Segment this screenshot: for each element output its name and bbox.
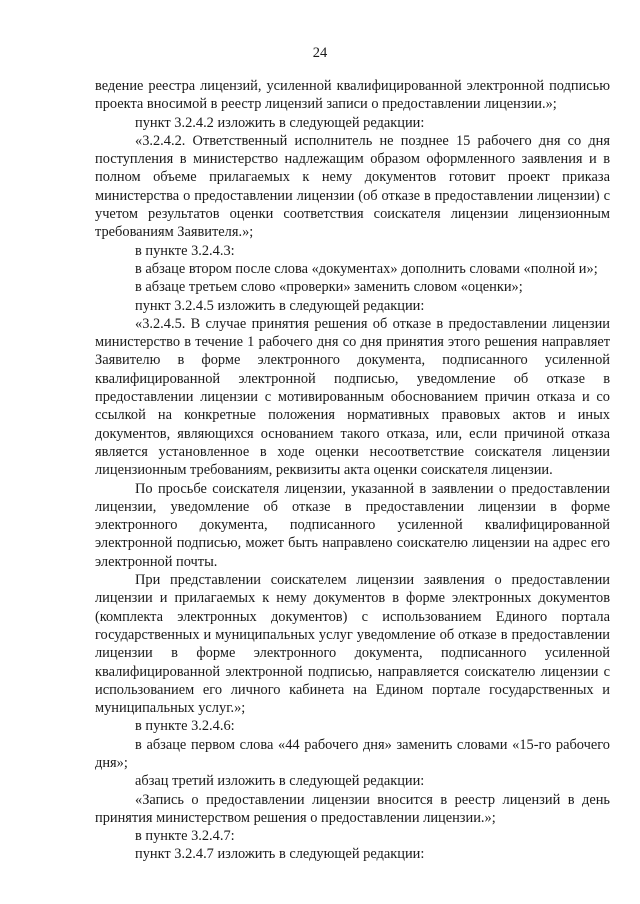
paragraph: При представлении соискателем лицензии заявления о предоставлении лицензии и прилагаемых к нему документов в форме электронных документов (комплекта электронных документов) с использованием Единого портала государственных и муниципальных услуг уведомление об отказе в предоставлении лицензии в форме электронного документа, подписанного усиленной квалифицированной электронной подписью, направляется соискателю лицензии с использованием его личного кабинета на Едином портале государственных и муниципальных услуг.»;	[95, 572, 610, 717]
paragraph: в пункте 3.2.4.6:	[135, 718, 235, 735]
paragraph: пункт 3.2.4.2 изложить в следующей редакции:	[135, 114, 425, 131]
paragraph: в абзаце втором после слова «документах» дополнить словами «полной и»;	[135, 260, 598, 277]
paragraph: в абзаце третьем слово «проверки» заменить словом «оценки»;	[135, 279, 523, 296]
paragraph: пункт 3.2.4.5 изложить в следующей редакции:	[135, 297, 425, 314]
paragraph: «3.2.4.5. В случае принятия решения об отказе в предоставлении лицензии министерство в течение 1 рабочего дня со дня принятия этого решения направляет Заявителю в форме электронного документа, подписанного усиленной квалифицированной электронной подписью, уведомление об отказе в предоставлении лицензии с мотивированным обоснованием причин отказа и со ссылкой на конкретные положения нормативных правовых актов и иных документов, являющихся основанием такого отказа, или, если причиной отказа является установленное в ходе оценки несоответствие соискателя лицензии лицензионным требованиям, реквизиты акта оценки соискателя лицензии.	[95, 315, 610, 479]
paragraph: в абзаце первом слова «44 рабочего дня» заменить словами «15-го рабочего дня»;	[95, 736, 610, 771]
page-number: 24	[312, 45, 328, 61]
paragraph-continuation: ведение реестра лицензий, усиленной квалифицированной электронной подписью проекта вносимой в реестр лицензий записи о предоставлении лицензии.»;	[95, 78, 610, 113]
paragraph: в пункте 3.2.4.3:	[135, 242, 235, 259]
paragraph: абзац третий изложить в следующей редакции:	[135, 773, 425, 790]
document-body	[95, 77, 610, 864]
paragraph: По просьбе соискателя лицензии, указанной в заявлении о предоставлении лицензии, уведомление об отказе в предоставлении лицензии в форме электронного документа, подписанного усиленной квалифицированной электронной подписью, может быть направлено соискателю лицензии на адрес его электронной почты.	[95, 480, 610, 570]
paragraph: «3.2.4.2. Ответственный исполнитель не позднее 15 рабочего дня со дня поступления в министерство надлежащим образом оформленного заявления и в полном объеме прилагаемых к нему документов готовит проект приказа министерства о предоставлении лицензии (об отказе в предоставлении лицензии) с учетом результатов оценки соответствия соискателя лицензии лицензионным требованиям Заявителя.»;	[95, 132, 610, 241]
paragraph: «Запись о предоставлении лицензии вносится в реестр лицензий в день принятия министерством решения о предоставлении лицензии.»;	[95, 791, 610, 826]
paragraph: в пункте 3.2.4.7:	[135, 828, 235, 845]
paragraph: пункт 3.2.4.7 изложить в следующей редакции:	[135, 846, 425, 863]
